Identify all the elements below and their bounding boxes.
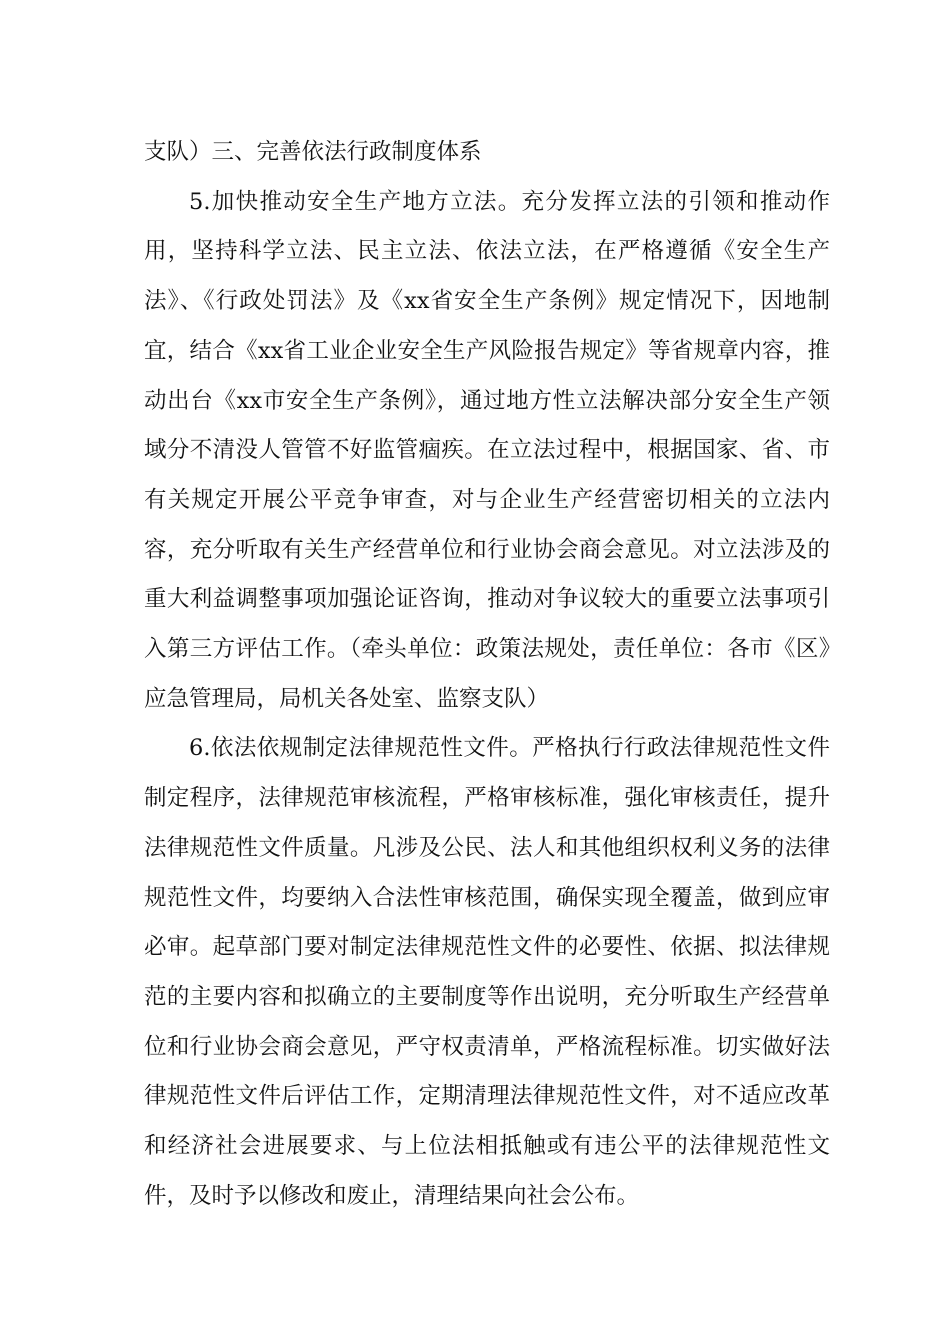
paragraph-item-6: 6.依法依规制定法律规范性文件。严格执行行政法律规范性文件制定程序，法律规范审核流程，严格审核标准，强化审核责任，提升法律规范性文件质量。凡涉及公民、法人和其他组织权利义务的法律规范性文件，均要纳入合法性审核范围，确保实现全覆盖，做到应审必审。起草部门要对制定法律规范性文件的必要性、依据、拟法律规范的主要内容和拟确立的主要制度等作出说明，充分听取生产经营单位和行业协会商会意见，严守权责清单，严格流程标准。切实做好法律规范性文件后评估工作，定期清理法律规范性文件，对不适应改革和经济社会进展要求、与上位法相抵触或有违公平的法律规范性文件，及时予以修改和废止，清理结果向社会公布。 bbox=[144, 735, 830, 1209]
paragraph-continuation: 支队）三、完善依法行政制度体系 bbox=[144, 139, 482, 165]
document-body bbox=[144, 128, 830, 1221]
paragraph-item-5: 5.加快推动安全生产地方立法。充分发挥立法的引领和推动作用，坚持科学立法、民主立法、依法立法，在严格遵循《安全生产法》、《行政处罚法》及《xx省安全生产条例》规定情况下，因地制宜，结合《xx省工业企业安全生产风险报告规定》等省规章内容，推动出台《xx市安全生产条例》，通过地方性立法解决部分安全生产领域分不清没人管管不好监管痼疾。在立法过程中，根据国家、省、市有关规定开展公平竞争审查，对与企业生产经营密切相关的立法内容，充分听取有关生产经营单位和行业协会商会意见。对立法涉及的重大利益调整事项加强论证咨询，推动对争议较大的重要立法事项引入第三方评估工作。（牵头单位：政策法规处，责任单位：各市《区》应急管理局，局机关各处室、监察支队） bbox=[144, 188, 830, 712]
